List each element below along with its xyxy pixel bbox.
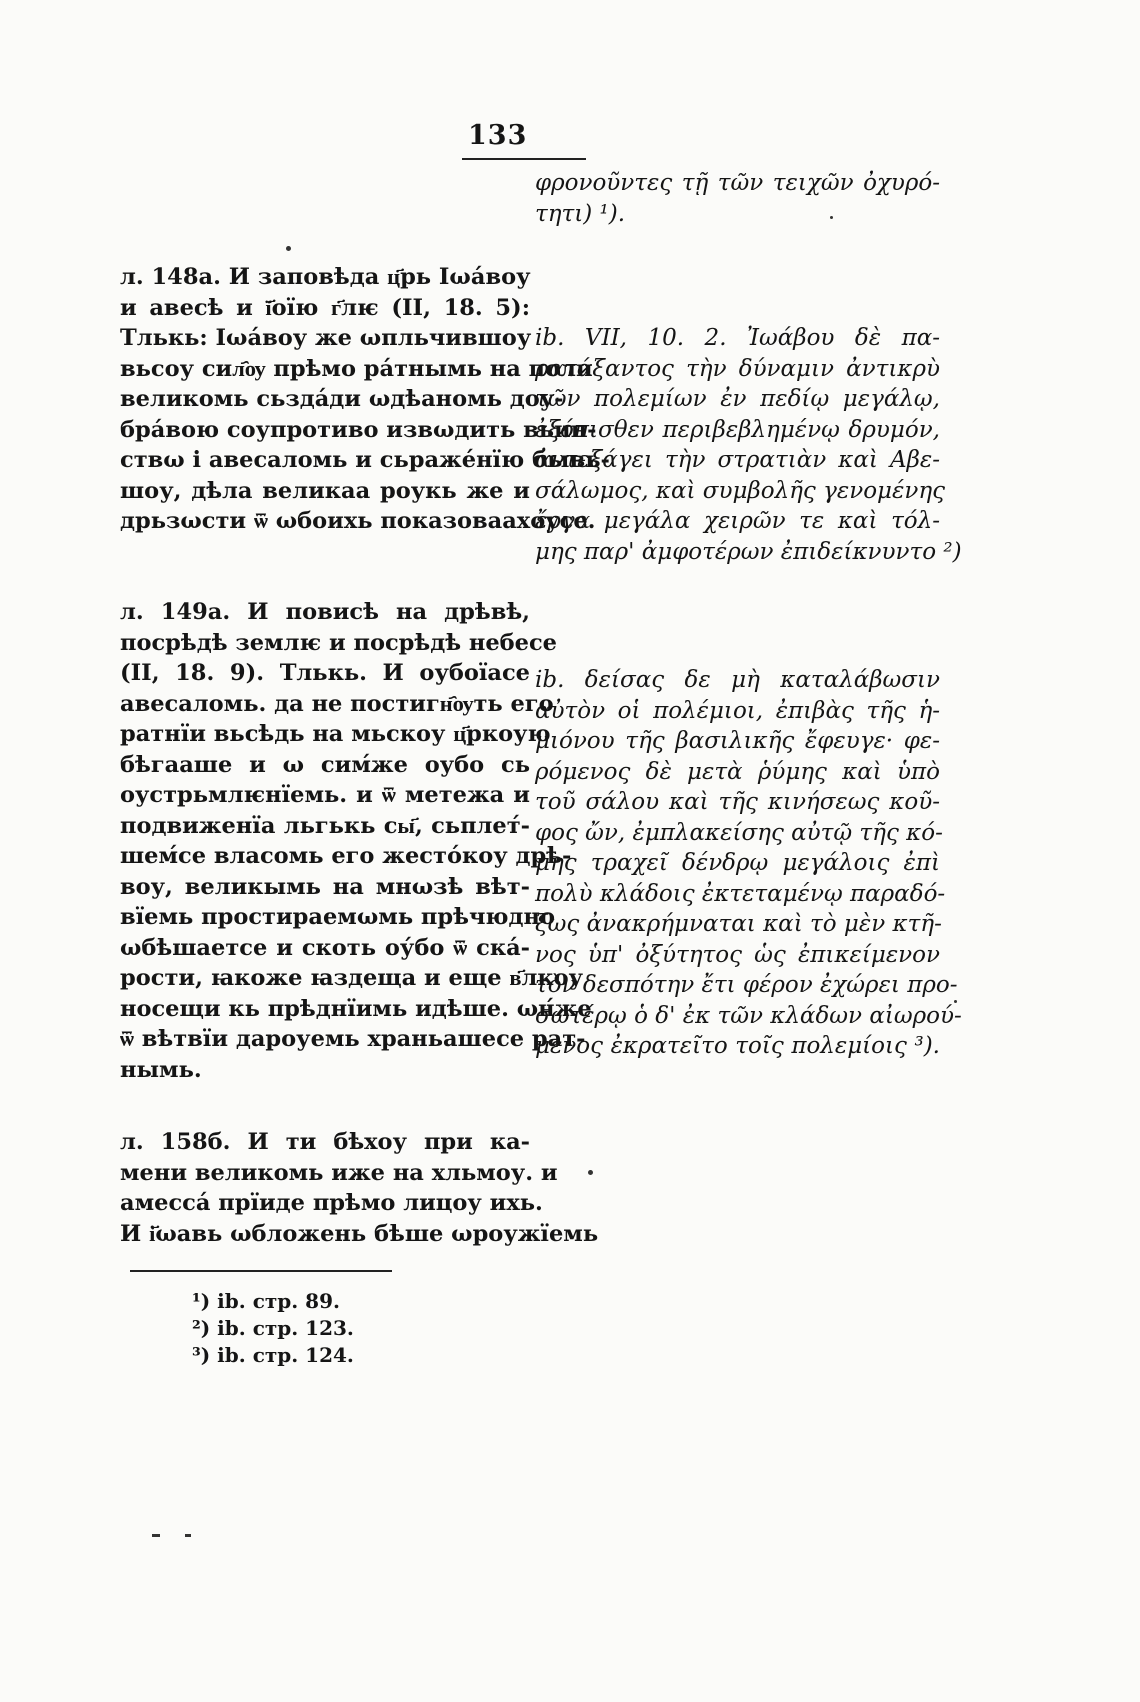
text-line: л. 158б. И ти бѣхоу при ка- [120, 1129, 530, 1155]
text-line: ѿ вѣтвїи дароуемь храньашесе рат- [120, 1026, 586, 1052]
text-line: φρονοῦντες τῇ τῶν τειχῶν ὀχυρό- [535, 170, 940, 196]
text-line: ib. VII, 10. 2. Ἰωάβου δὲ πα- [535, 325, 940, 351]
text-line: πολὺ κλάδοις ἐκτεταμένῳ παραδό- [535, 880, 946, 907]
text-line: оустрьмлѥнїемь. и ѿ метежа и [120, 782, 530, 808]
text-line: τῶν πολεμίων ἐν πεδίῳ μεγάλῳ, [535, 386, 940, 412]
greek-block-2 [535, 665, 962, 1062]
text-line: ствω і авесаломь и сьраже́нїю бывь- [120, 447, 610, 473]
text-line: ib. δείσας δε μὴ καταλάβωσιν [535, 667, 940, 693]
text-line: φος ὤν, ἐμπλακείσης αὐτῷ τῆς κό- [535, 819, 943, 846]
text-line: вїемь простираемωмь прѣчюдно [120, 904, 555, 930]
text-line: σωτέρῳ ὁ δ' ἐκ τῶν κλάδων αἰωρού- [535, 1002, 962, 1029]
text-line: амесса́ прїиде прѣмо лицоу ихь. [120, 1190, 543, 1216]
text-line: И і҃ωавь ωбложень бѣше ωроужїемь [120, 1220, 599, 1247]
text-line: ρόμενος δὲ μετὰ ῥύμης καὶ ὑπὸ [535, 758, 940, 785]
page-number-rule [462, 158, 586, 160]
text-line: (II, 18. 9). Тлькь. И оубоїасе [120, 660, 530, 686]
text-line: σάλωμος, καὶ συμβολῆς γενομένης [535, 477, 945, 504]
text-line: ξως ἀνακρήμναται καὶ τὸ μὲν κτῆ- [535, 911, 942, 937]
text-line: бѣгааше и ω сим́же оубо сь [120, 751, 530, 778]
footnote: ³) ib. стр. 124. [192, 1343, 354, 1367]
print-speck [185, 1534, 191, 1537]
greek-block-1 [535, 323, 962, 567]
text-line: αὐτὸν οἱ πολέμιοι, ἐπιβὰς τῆς ἡ- [535, 697, 940, 724]
text-line: ἐξόπισθεν περιβεβλημένῳ δρυμόν, [535, 416, 940, 443]
text-line: ἔργα μεγάλα χειρῶν τε καὶ τόλ- [535, 508, 940, 534]
slavonic-block-2 [120, 597, 592, 1085]
print-speck [286, 246, 291, 251]
footnote: ¹) ib. стр. 89. [192, 1289, 340, 1313]
greek-block-0 [535, 168, 940, 229]
footnotes [192, 1288, 354, 1369]
text-line: μιόνου τῆς βασιλικῆς ἔφευγε· φε- [535, 728, 940, 754]
text-line: τοῦ σάλου καὶ τῆς κινήσεως κοῦ- [535, 789, 940, 815]
text-line: нымь. [120, 1056, 202, 1083]
print-speck [954, 1000, 957, 1003]
slavonic-block-3 [120, 1127, 599, 1249]
footnote: ²) ib. стр. 123. [192, 1316, 354, 1340]
text-line: вьсоу сил҄ѹ прѣмо ра́тнымь на поли [120, 355, 593, 382]
text-line: подвиженїа льгькь сы҃, сьплет́- [120, 812, 530, 839]
text-line: рости, ꙗкоже ꙗздеща и еще в҃лкоу [120, 965, 584, 991]
text-line: посрѣдѣ землѥ и посрѣдѣ небесе [120, 629, 557, 656]
text-line: шем́се власомь его жесто́коу дрѣ- [120, 843, 572, 869]
footnote-rule [130, 1270, 392, 1272]
text-line: мени великомь иже на хльмоу. и [120, 1159, 558, 1186]
text-line: μενος ἐκρατεῖτο τοῖς πολεμίοις ³). [535, 1033, 940, 1059]
text-line: Тлькь: Iωа́воу же ωпльчившоу [120, 325, 532, 351]
text-line: л. 149a. И повисѣ на дрѣвѣ, [120, 599, 530, 625]
text-line: носещи кь прѣднїимь идѣше. ωн́же [120, 995, 592, 1022]
text-line: бра́вою соупротиво извωдить вьин- [120, 416, 597, 443]
print-speck [588, 1170, 593, 1175]
page-number: 133 [468, 120, 528, 151]
text-line: μης τραχεῖ δένδρῳ μεγάλοις ἐπὶ [535, 850, 940, 876]
text-line: ратнїи вьсѣдь на мьскоу ц҃ркоую [120, 721, 551, 747]
print-speck [152, 1534, 160, 1537]
text-line: νος ὑπ' ὀξύτητος ὡς ἐπικείμενον [535, 941, 940, 968]
text-line: воу, великымь на мнωзѣ вѣт- [120, 873, 530, 900]
text-line: ρατάξαντος τὴν δύναμιν ἀντικρὺ [535, 355, 940, 382]
text-line: ωбѣшаетсе и скоть оу́бо ѿ ска́- [120, 934, 530, 961]
text-line: μης παρ' ἀμφοτέρων ἐπιδείκνυντο ²) [535, 538, 962, 565]
text-line: авесаломь. да не постигн҄ѹть его [120, 690, 554, 717]
text-line: τητι) ¹). [535, 200, 626, 227]
text-line: л. 148a. И заповѣда ц҃рь Iωа́воу [120, 264, 531, 290]
text-line: шоу, дѣла великаа роукь же и [120, 477, 530, 504]
text-line: ἀντεξάγει τὴν στρατιὰν καὶ Αβε- [535, 447, 940, 473]
text-line: τὸν δεσπότην ἔτι φέρον ἐχώρει προ- [535, 972, 958, 998]
print-speck [830, 216, 833, 219]
text-line: дрьзωсти ѿ ωбоихь показоваахоусе. [120, 508, 596, 534]
text-line: великомь сьзда́ди ωдѣаномь доу- [120, 386, 564, 412]
text-line: и авесѣ и ї҃оїю г҃лѥ (II, 18. 5): [120, 294, 530, 321]
slavonic-block-1 [120, 262, 610, 537]
